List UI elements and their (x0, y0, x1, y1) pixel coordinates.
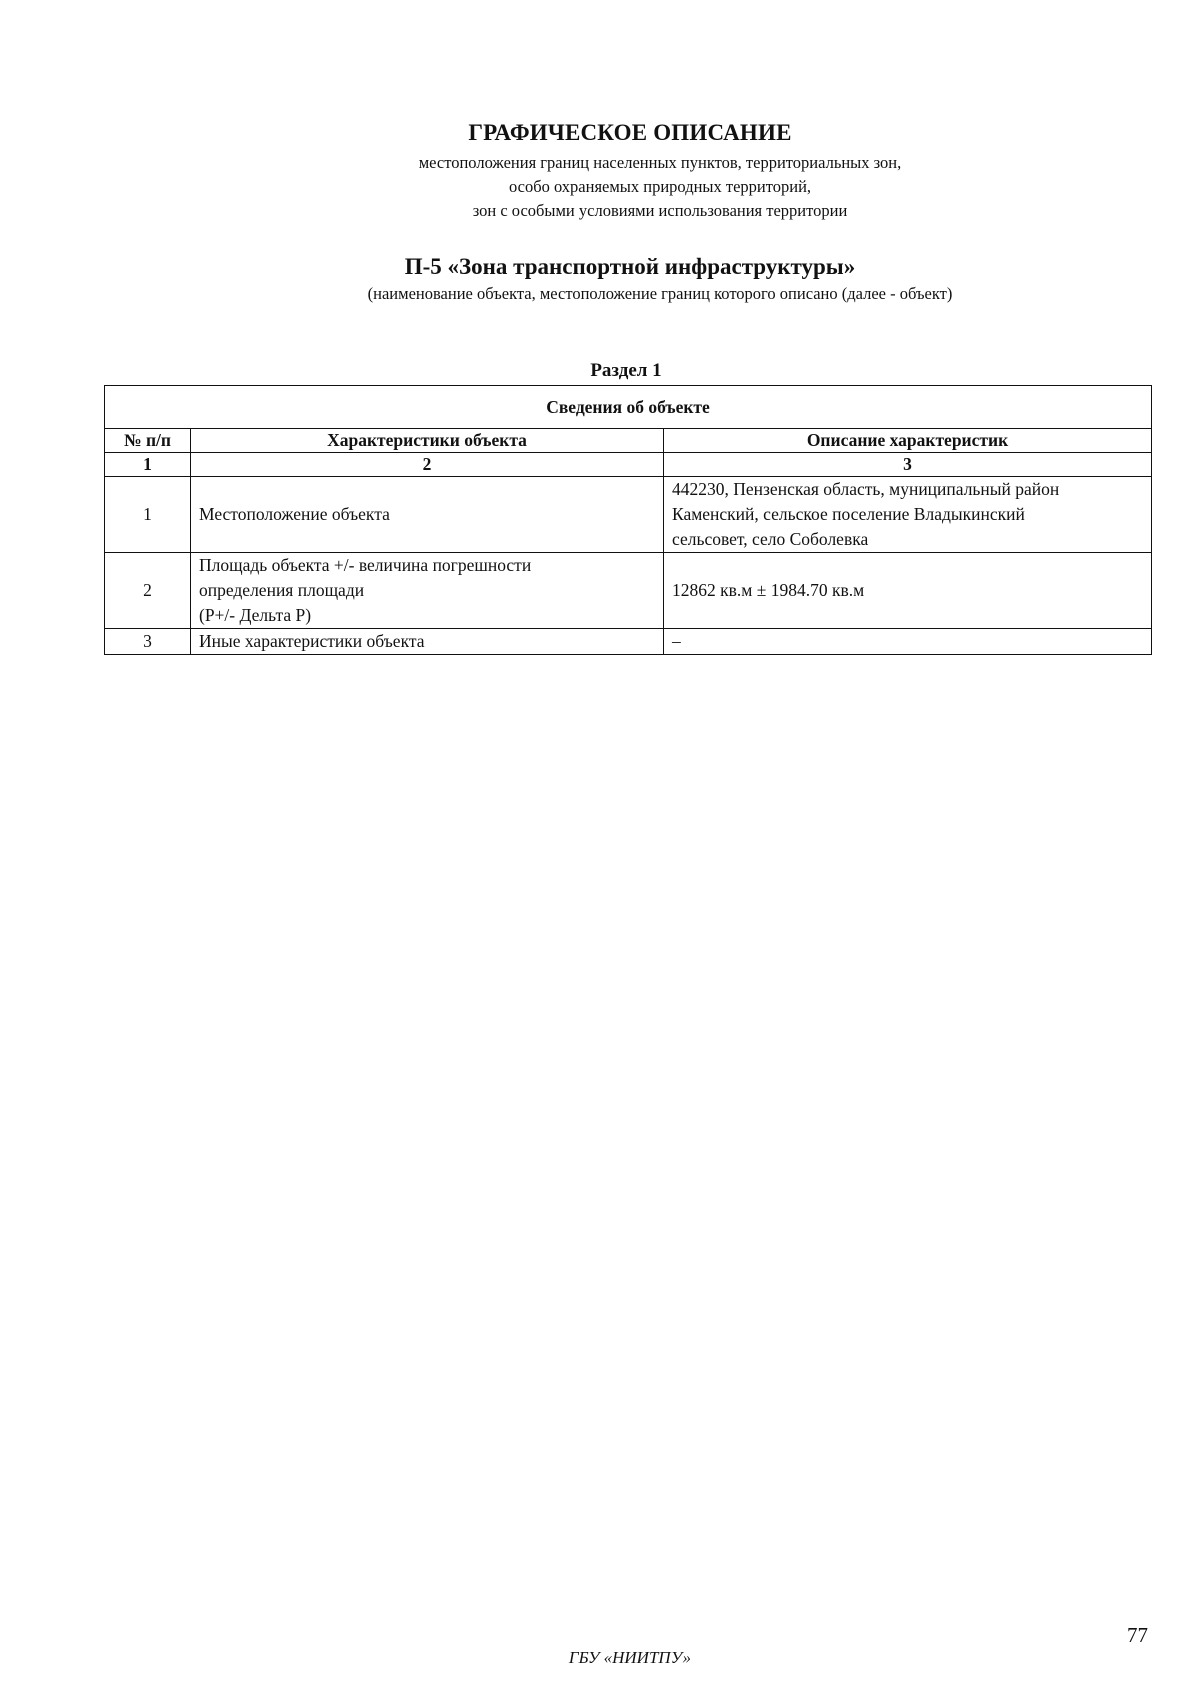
document-subtitle (0, 151, 1200, 223)
object-name-note: (наименование объекта, местоположение границ которого описано (далее - объект) (367, 284, 953, 303)
row-characteristic (191, 477, 664, 553)
row-number: 3 (105, 629, 191, 655)
column-number: 1 (105, 453, 191, 477)
table-column-numbers-row (105, 453, 1152, 477)
table-caption: Сведения об объекте (105, 386, 1152, 429)
row-number: 1 (105, 477, 191, 553)
subtitle-line: зон с особыми условиями использования территории (472, 201, 848, 220)
row-characteristic (191, 629, 664, 655)
row-description (664, 629, 1152, 655)
row-characteristic (191, 553, 664, 629)
cell-line: – (672, 631, 681, 651)
cell-line: 12862 кв.м ± 1984.70 кв.м (672, 580, 865, 600)
object-info-table (104, 385, 1152, 655)
footer-organization: ГБУ «НИИТПУ» (568, 1648, 692, 1667)
column-header-number: № п/п (105, 429, 191, 453)
object-name: П-5 «Зона транспортной инфраструктуры» (404, 254, 856, 279)
page-number: 77 (1127, 1623, 1148, 1647)
document-title: ГРАФИЧЕСКОЕ ОПИСАНИЕ (468, 120, 792, 145)
table-row (105, 477, 1152, 553)
cell-line: определения площади (199, 580, 365, 600)
column-header-description: Описание характеристик (664, 429, 1152, 453)
table-row (105, 553, 1152, 629)
cell-line: сельсовет, село Соболевка (672, 529, 869, 549)
section-title: Раздел 1 (590, 360, 662, 381)
table-caption-row (105, 386, 1152, 429)
row-description (664, 477, 1152, 553)
subtitle-line: местоположения границ населенных пунктов, территориальных зон, (418, 153, 902, 172)
subtitle-line: особо охраняемых природных территорий, (508, 177, 812, 196)
cell-line: 442230, Пензенская область, муниципальный район (672, 479, 1060, 499)
table-row (105, 629, 1152, 655)
row-description (664, 553, 1152, 629)
row-number: 2 (105, 553, 191, 629)
table-header-row (105, 429, 1152, 453)
column-number: 2 (191, 453, 664, 477)
column-header-characteristic: Характеристики объекта (191, 429, 664, 453)
cell-line: Каменский, сельское поселение Владыкинский (672, 504, 1025, 524)
cell-line: (P+/- Дельта P) (199, 605, 312, 625)
cell-line: Местоположение объекта (199, 504, 390, 524)
cell-line: Иные характеристики объекта (199, 631, 425, 651)
cell-line: Площадь объекта +/- величина погрешности (199, 555, 532, 575)
column-number: 3 (664, 453, 1152, 477)
